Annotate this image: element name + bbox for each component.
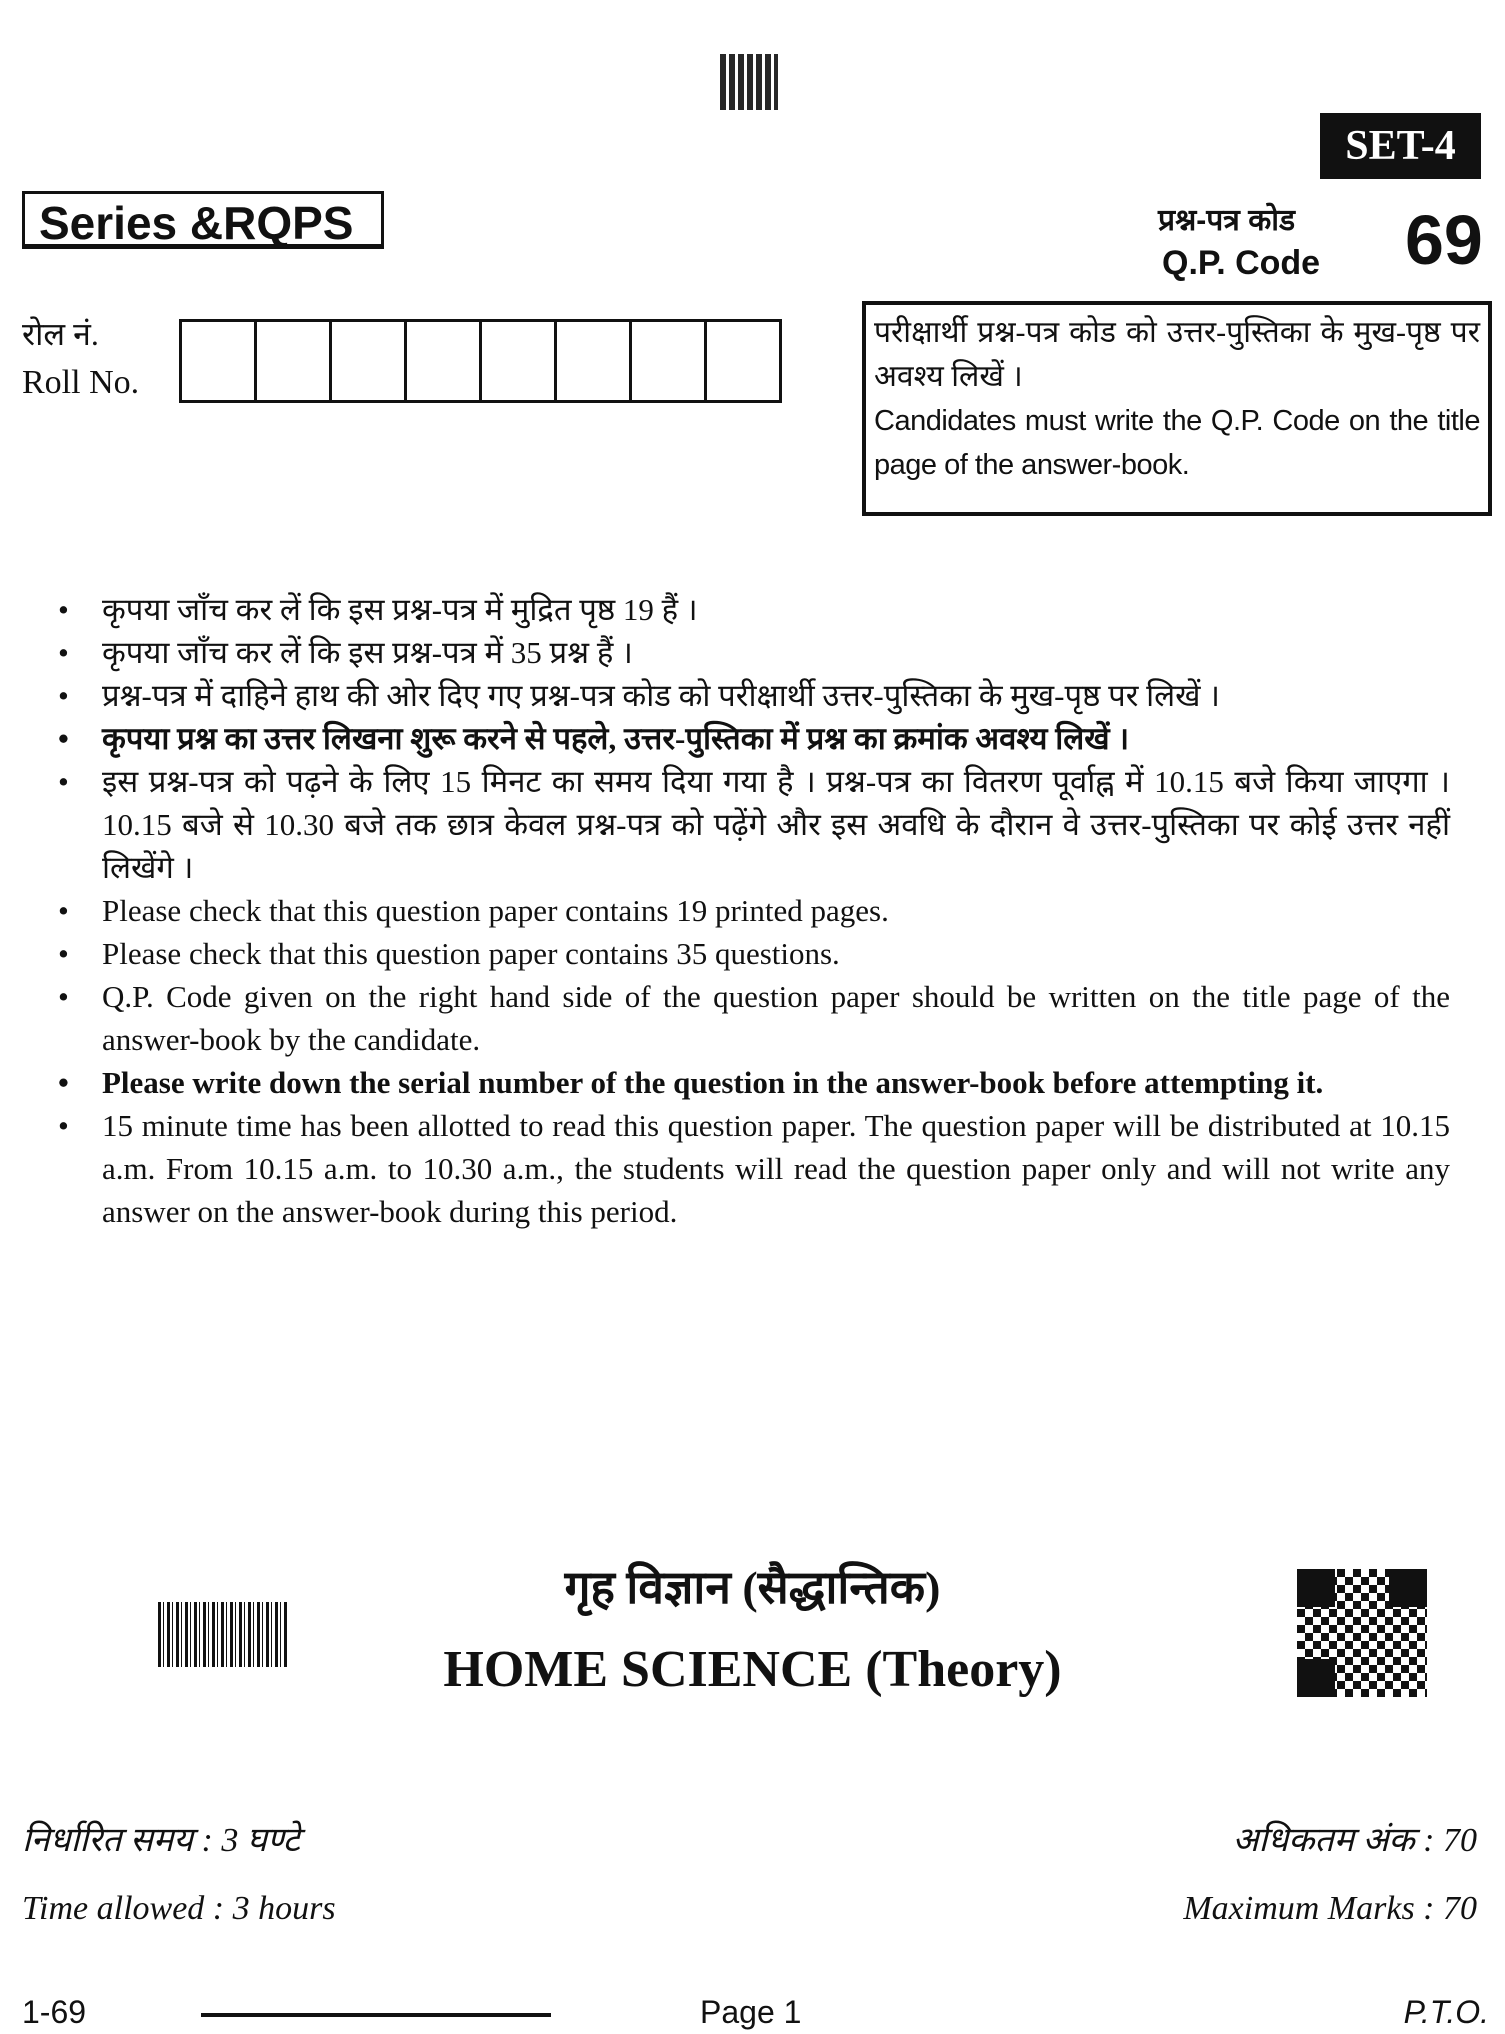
instruction-item: • कृपया प्रश्न का उत्तर लिखना शुरू करने से पहले, उत्तर-पुस्तिका में प्रश्न का क्रमांक अवश्य लिखें ।	[58, 717, 1450, 760]
instruction-item: • कृपया जाँच कर लें कि इस प्रश्न-पत्र में 35 प्रश्न हैं ।	[58, 631, 1450, 674]
qr-code	[1297, 1569, 1427, 1697]
subject-title: HOME SCIENCE (Theory)	[443, 1641, 1062, 1698]
instruction-item: • प्रश्न-पत्र में दाहिने हाथ की ओर दिए गए प्रश्न-पत्र कोड को परीक्षार्थी उत्तर-पुस्तिका के मुख-पृष्ठ पर लिखें ।	[58, 674, 1450, 717]
roll-box[interactable]	[482, 322, 557, 400]
instruction-item: • Q.P. Code given on the right hand side of the question paper should be written on the title page of the answer-book by the candidate.	[58, 975, 1450, 1061]
roll-label: Roll No.	[22, 364, 140, 401]
footer-paper-code: 1-69	[22, 1994, 87, 2030]
qp-code-value: 69	[1405, 201, 1483, 279]
roll-box[interactable]	[182, 322, 257, 400]
footer-pto: P.T.O.	[1403, 1994, 1489, 2030]
instruction-item: • Please check that this question paper contains 19 printed pages.	[58, 889, 1450, 932]
qp-code-notice-box	[862, 301, 1492, 516]
roll-box[interactable]	[407, 322, 482, 400]
max-marks: Maximum Marks : 70	[1183, 1890, 1477, 1927]
roll-box[interactable]	[632, 322, 707, 400]
max-marks-hindi: अधिकतम अंक : 70	[1232, 1822, 1477, 1859]
instruction-item: • इस प्रश्न-पत्र को पढ़ने के लिए 15 मिनट का समय दिया गया है । प्रश्न-पत्र का वितरण पूर्वाह्न में 10.15 बजे किया जाएगा । 10.15 बजे से 10.30 बजे तक छात्र केवल प्रश्न-पत्र को पढ़ेंगे और इस अवधि के दौरान वे उत्तर-पुस्तिका पर कोई उत्तर नहीं लिखेंगे ।	[58, 760, 1450, 889]
notice-hindi: परीक्षार्थी प्रश्न-पत्र कोड को उत्तर-पुस्तिका के मुख-पृष्ठ पर अवश्य लिखें ।	[874, 316, 1480, 393]
set-badge: SET-4	[1320, 113, 1481, 179]
series-label: Series &RQPS	[22, 191, 384, 249]
instruction-item: • Please write down the serial number of the question in the answer-book before attempting it.	[58, 1061, 1450, 1104]
roll-box[interactable]	[332, 322, 407, 400]
time-allowed: Time allowed : 3 hours	[22, 1890, 336, 1927]
instruction-item: • 15 minute time has been allotted to read this question paper. The question paper will be distributed at 10.15 a.m. From 10.15 a.m. to 10.30 a.m., the students will read the question paper only and will not write any answer on the answer-book during this period.	[58, 1104, 1450, 1233]
instruction-item: • कृपया जाँच कर लें कि इस प्रश्न-पत्र में मुद्रित पृष्ठ 19 हैं ।	[58, 588, 1450, 631]
roll-label-hindi: रोल नं.	[22, 316, 99, 352]
footer-page-number: Page 1	[700, 1994, 802, 2030]
qr-code-small	[720, 54, 778, 110]
roll-number-boxes	[179, 319, 782, 403]
notice-english: Candidates must write the Q.P. Code on the title page of the answer-book.	[874, 405, 1480, 481]
instruction-item: • Please check that this question paper contains 35 questions.	[58, 932, 1450, 975]
roll-box[interactable]	[557, 322, 632, 400]
roll-box[interactable]	[707, 322, 782, 400]
instructions-list	[58, 588, 1450, 1233]
time-allowed-hindi: निर्धारित समय : 3 घण्टे	[22, 1822, 300, 1859]
qp-code-label-hindi: प्रश्न-पत्र कोड	[1158, 204, 1296, 237]
roll-box[interactable]	[257, 322, 332, 400]
qp-code-label: Q.P. Code	[1162, 244, 1321, 282]
subject-title-hindi: गृह विज्ञान (सैद्धान्तिक)	[564, 1562, 941, 1613]
footer-divider	[201, 2013, 551, 2017]
